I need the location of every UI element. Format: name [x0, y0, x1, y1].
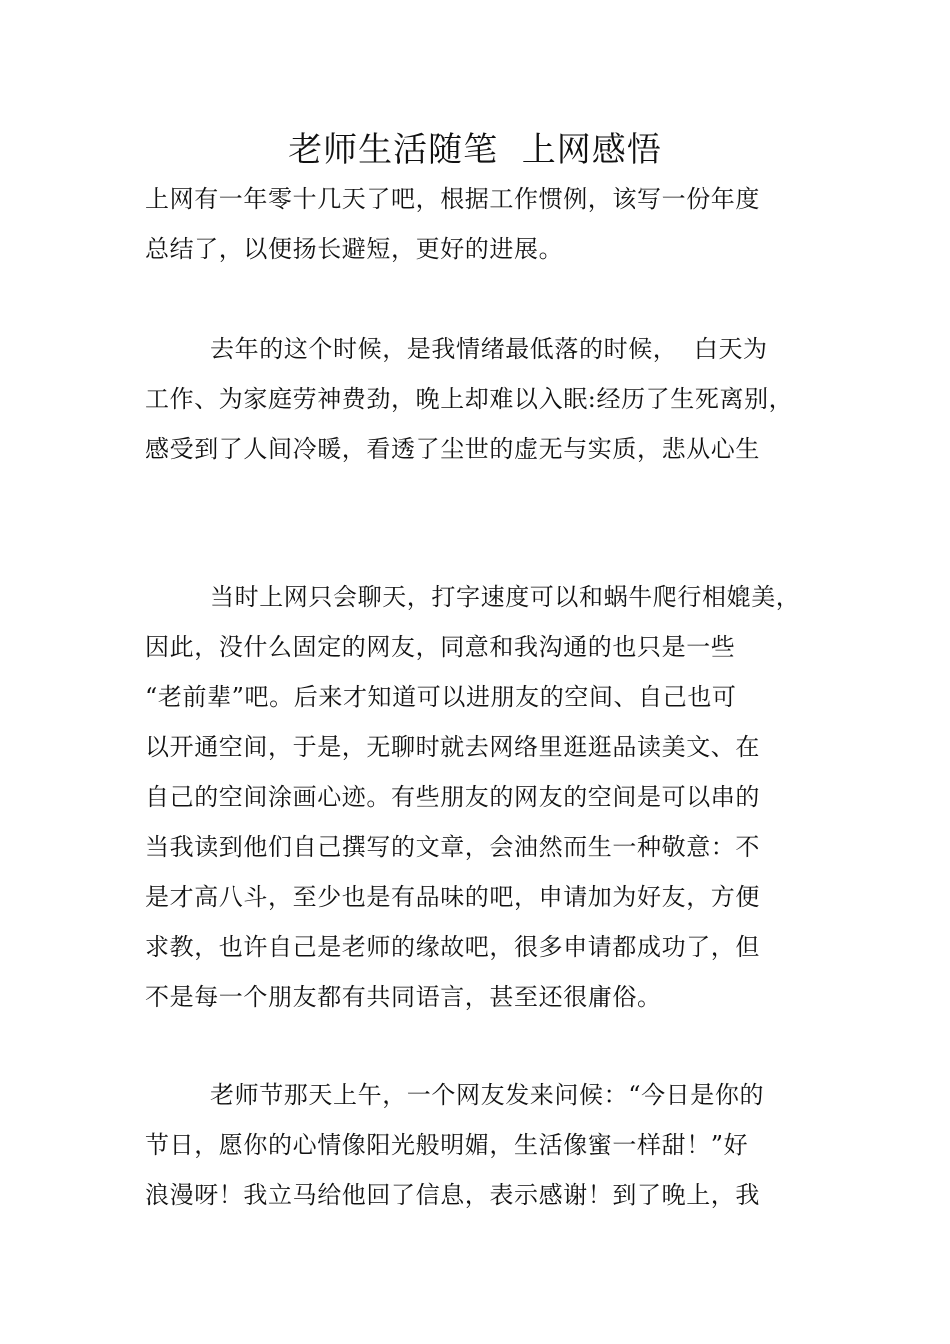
text-line: 节日，愿你的心情像阳光般明媚，生活像蜜一样甜！”好 [145, 1131, 749, 1159]
text-line: 不是每一个朋友都有共同语言，甚至还很庸俗。 [145, 983, 662, 1011]
text-line: 总结了，以便扬长避短，更好的进展。 [145, 235, 564, 263]
text-line: 当我读到他们自己撰写的文章，会油然而生一种敬意：不 [145, 833, 760, 861]
text-line: 工作、为家庭劳神费劲，晚上却难以入眠:经历了生死离别， [145, 385, 794, 413]
text-line: 去年的这个时候，是我情绪最低落的时候， 白天为 [210, 335, 768, 363]
document-title: 老师生活随笔 上网感悟 [288, 130, 662, 170]
text-line: 求教，也许自己是老师的缘故吧，很多申请都成功了，但 [145, 933, 760, 961]
text-line: 自己的空间涂画心迹。有些朋友的网友的空间是可以串的 [145, 783, 760, 811]
text-line: 是才高八斗，至少也是有品味的吧，申请加为好友，方便 [145, 883, 760, 911]
text-line: 当时上网只会聊天，打字速度可以和蜗牛爬行相媲美， [210, 583, 801, 611]
text-line: “老前辈”吧。后来才知道可以进朋友的空间、自己也可 [145, 683, 737, 711]
text-line: 因此，没什么固定的网友，同意和我沟通的也只是一些 [145, 633, 736, 661]
text-line: 以开通空间，于是，无聊时就去网络里逛逛品读美文、在 [145, 733, 760, 761]
text-line: 上网有一年零十几天了吧，根据工作惯例，该写一份年度 [145, 185, 760, 213]
text-line: 浪漫呀！我立马给他回了信息，表示感谢！到了晚上，我 [145, 1181, 760, 1209]
text-line: 感受到了人间冷暖，看透了尘世的虚无与实质，悲从心生 [145, 435, 760, 463]
text-line: 老师节那天上午，一个网友发来问候：“今日是你的 [210, 1081, 765, 1109]
